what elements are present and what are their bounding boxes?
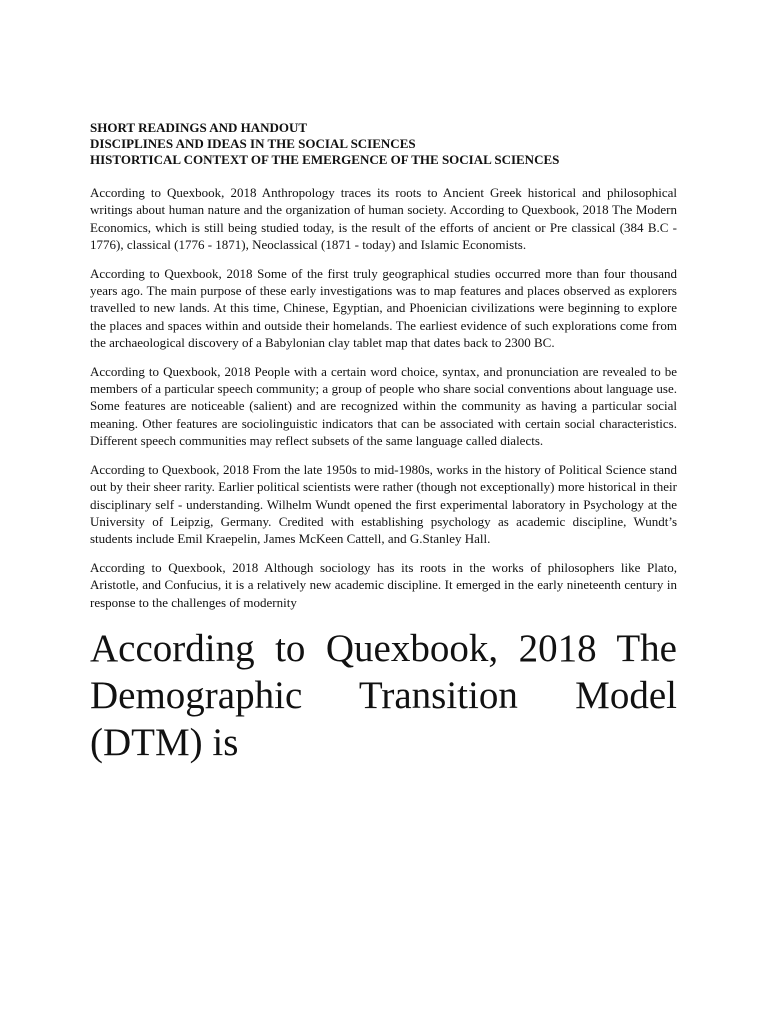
- document-headings: [90, 120, 677, 168]
- heading-disciplines: DISCIPLINES AND IDEAS IN THE SOCIAL SCIENCES: [90, 136, 416, 151]
- heading-short-readings: SHORT READINGS AND HANDOUT: [90, 120, 308, 135]
- paragraph-geography: According to Quexbook, 2018 Some of the first truly geographical studies occurred more than four thousand years ago. The main purpose of these early investigations was to map features and places observed as explorers travelled to new lands. At this time, Chinese, Egyptian, and Phoenician civilizations were beginning to explore the places and spaces within and outside their homelands. The earliest evidence of such explorations come from the archaeological discovery of a Babylonian clay tablet map that dates back to 2300 BC.: [90, 265, 677, 351]
- paragraph-demographic-transition: According to Quexbook, 2018 The Demographic Transition Model (DTM) is: [90, 626, 677, 764]
- document-page: [90, 120, 677, 766]
- paragraph-sociology: According to Quexbook, 2018 Although sociology has its roots in the works of philosophers like Plato, Aristotle, and Confucius, it is a relatively new academic discipline. It emerged in the early nineteenth century in response to the challenges of modernity: [90, 559, 677, 610]
- paragraph-political-science-psychology: According to Quexbook, 2018 From the late 1950s to mid-1980s, works in the history of Political Science stand out by their sheer rarity. Earlier political scientists were rather (though not exceptionally) more historical in their disciplinary self - understanding. Wilhelm Wundt opened the first experimental laboratory in Psychology at the University of Leipzig, Germany. Credited with establishing psychology as academic discipline, Wundt’s students include Emil Kraepelin, James McKeen Cattell, and G.Stanley Hall.: [90, 461, 677, 547]
- paragraph-anthropology-economics: According to Quexbook, 2018 Anthropology traces its roots to Ancient Greek historical and philosophical writings about human nature and the organization of human society. According to Quexbook, 2018 The Modern Economics, which is still being studied today, is the result of the efforts of ancient or Pre classical (384 B.C - 1776), classical (1776 - 1871), Neoclassical (1871 - today) and Islamic Economists.: [90, 185, 677, 253]
- heading-historical-context: HISTORTICAL CONTEXT OF THE EMERGENCE OF THE SOCIAL SCIENCES: [90, 152, 560, 167]
- paragraph-linguistics: According to Quexbook, 2018 People with a certain word choice, syntax, and pronunciation are revealed to be members of a particular speech community; a group of people who share social conventions about language use. Some features are noticeable (salient) and are recognized within the community as having a particular social meaning. Other features are sociolinguistic indicators that can be associated with certain social characteristics. Different speech communities may reflect subsets of the same language called dialects.: [90, 363, 677, 449]
